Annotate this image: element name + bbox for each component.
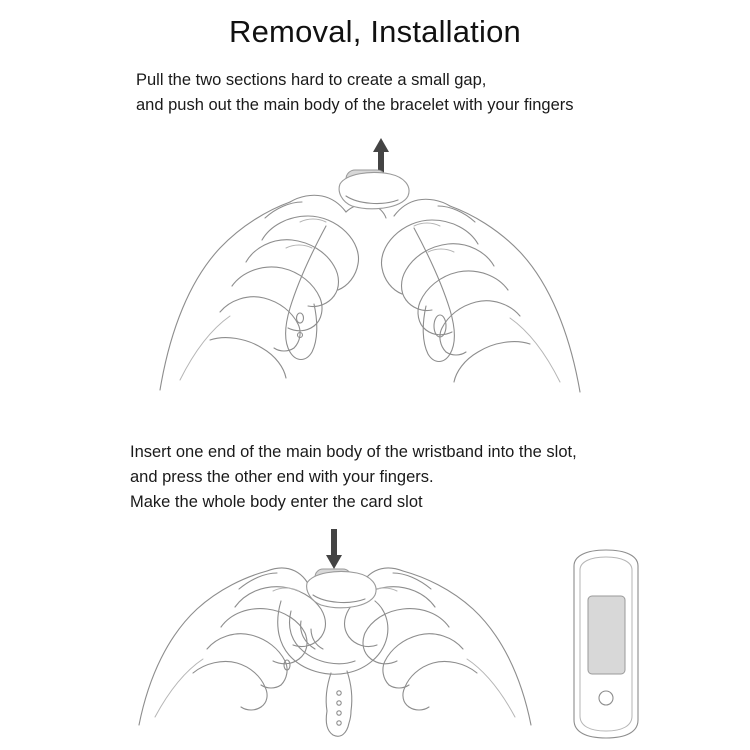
removal-illustration bbox=[150, 130, 590, 420]
installation-caption bbox=[130, 440, 577, 515]
page-title: Removal, Installation bbox=[229, 14, 521, 49]
fitness-tracker-front-view bbox=[574, 550, 638, 738]
strap-right bbox=[414, 228, 455, 362]
product-preview bbox=[548, 548, 668, 743]
installation-caption-line-3: Make the whole body enter the card slot bbox=[130, 493, 423, 511]
strap-loop bbox=[278, 601, 388, 736]
installation-caption-line-2: and press the other end with your fingers. bbox=[130, 468, 434, 486]
down-arrow-icon bbox=[326, 529, 342, 569]
installation-caption-line-1: Insert one end of the main body of the wristband into the slot, bbox=[130, 443, 577, 461]
removal-caption bbox=[136, 68, 574, 118]
tracker-body bbox=[307, 569, 376, 608]
left-hand-outline bbox=[160, 195, 386, 390]
removal-caption-line-2: and push out the main body of the bracelet with your fingers bbox=[136, 96, 574, 114]
tracker-body bbox=[339, 170, 409, 209]
installation-illustration bbox=[135, 525, 535, 745]
removal-caption-line-1: Pull the two sections hard to create a small gap, bbox=[136, 71, 487, 89]
right-hand-outline bbox=[382, 199, 581, 392]
left-hand-outline bbox=[139, 568, 326, 725]
